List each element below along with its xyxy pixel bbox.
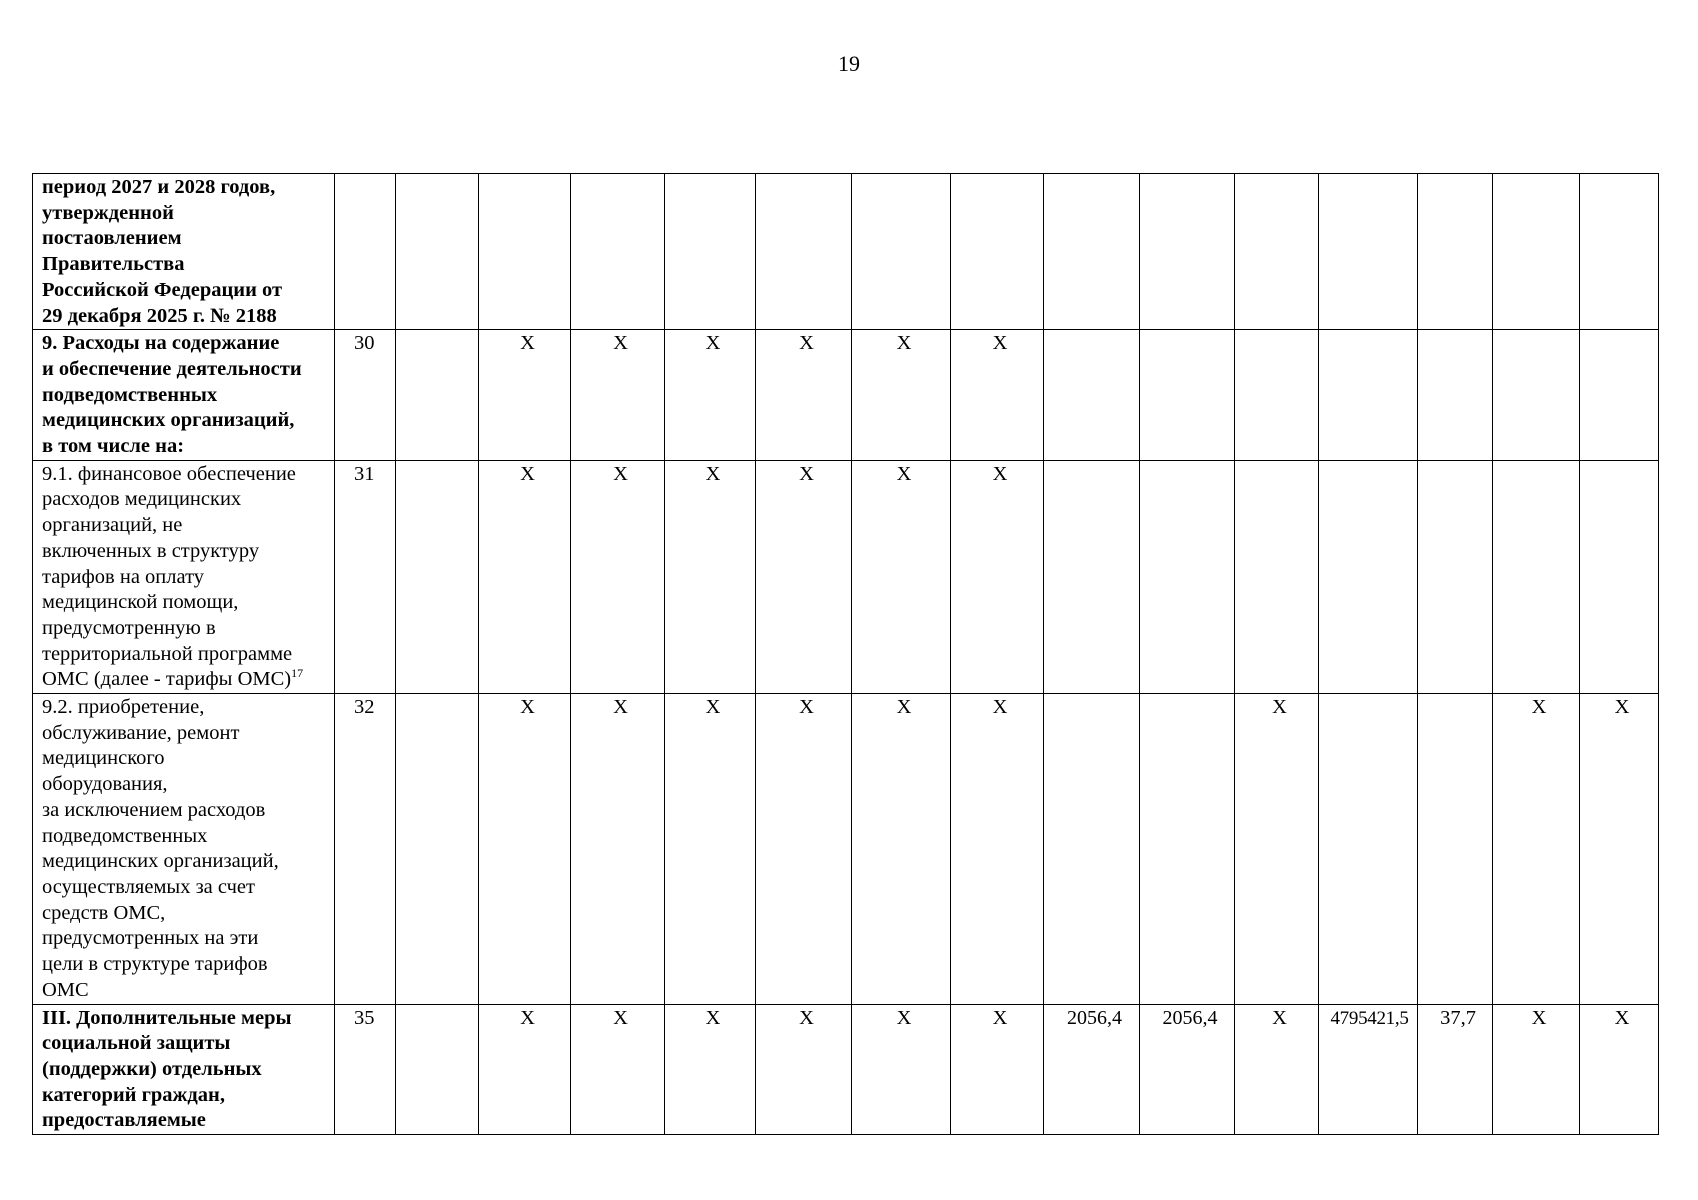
row-name-line: расходов медицинских (42, 488, 242, 511)
table-cell (1493, 460, 1580, 693)
table-cell: X (756, 460, 852, 693)
table-cell (1140, 460, 1235, 693)
row-name-line: цели в структуре тарифов (42, 953, 268, 976)
row-name-line: и обеспечение деятельности (42, 357, 302, 380)
table-cell: X (852, 330, 951, 461)
table-cell: 2056,4 (1044, 1004, 1140, 1135)
table-cell: X (571, 694, 665, 1004)
table-cell: X (1580, 1004, 1659, 1135)
table-cell (1235, 460, 1319, 693)
table-row (33, 1004, 1659, 1135)
row-name-line: постаовлением (42, 227, 182, 250)
table-cell: X (665, 1004, 756, 1135)
row-name-line: в том числе на: (42, 435, 185, 458)
row-name-line: 9. Расходы на содержание (42, 332, 280, 355)
row-name-cell (33, 330, 335, 461)
table-row (33, 460, 1659, 693)
table-row (33, 694, 1659, 1004)
row-name-line: территориальной программе (42, 642, 293, 665)
row-name-line: Правительства (42, 253, 185, 276)
row-name-line: организаций, не (42, 514, 183, 537)
table-cell: X (479, 694, 571, 1004)
row-code-cell: 35 (335, 1004, 396, 1135)
table-cell: X (756, 1004, 852, 1135)
table-cell: X (951, 460, 1044, 693)
table-cell: X (1580, 694, 1659, 1004)
row-code-cell: 31 (335, 460, 396, 693)
row-name-line: Российской Федерации от (42, 278, 283, 301)
row-name-line: предоставляемые (42, 1109, 206, 1132)
table-cell: X (756, 694, 852, 1004)
row-code-cell (335, 174, 396, 330)
row-name-line: предусмотренных на эти (42, 927, 259, 950)
table-cell (1418, 174, 1493, 330)
table-cell: X (1493, 1004, 1580, 1135)
row-name-line: период 2027 и 2028 годов, (42, 176, 276, 198)
table-cell: X (951, 694, 1044, 1004)
row-name-line: подведомственных (42, 383, 218, 406)
table-cell: X (1235, 1004, 1319, 1135)
row-name-line: предусмотренную в (42, 616, 216, 639)
row-code-cell: 30 (335, 330, 396, 461)
table-cell: X (1493, 694, 1580, 1004)
row-name-line: 9.2. приобретение, (42, 696, 205, 719)
row-name-line: медицинского (42, 747, 165, 770)
row-name-line: обслуживание, ремонт (42, 721, 240, 744)
table-cell (1235, 174, 1319, 330)
table-cell: X (665, 330, 756, 461)
table-cell (1319, 330, 1418, 461)
row-name-line: ОМС (42, 978, 89, 1001)
footnote-marker: 17 (291, 666, 304, 681)
table-cell (756, 174, 852, 330)
row-name-line: социальной защиты (42, 1032, 231, 1055)
table-cell (1140, 174, 1235, 330)
table-cell: X (852, 1004, 951, 1135)
table-row (33, 330, 1659, 461)
table-cell: X (571, 460, 665, 693)
table-cell (665, 174, 756, 330)
row-name-line: ОМС (далее - тарифы ОМС) (42, 668, 292, 691)
row-name-cell (33, 174, 335, 330)
table-cell (396, 330, 479, 461)
table-cell: X (479, 330, 571, 461)
row-name-line: 9.1. финансовое обеспечение (42, 462, 296, 485)
page-number: 19 (838, 51, 860, 76)
table-cell: 37,7 (1418, 1004, 1493, 1135)
table-cell (396, 174, 479, 330)
row-name-cell (33, 460, 335, 693)
row-name-line: медицинских организаций, (42, 409, 295, 432)
row-name-line: включенных в структуру (42, 539, 260, 562)
table-row (33, 174, 1659, 330)
table-cell (571, 174, 665, 330)
row-name-line: оборудования, (42, 773, 168, 796)
row-name-line: утвержденной (42, 201, 174, 224)
table-cell: X (479, 460, 571, 693)
table-cell (1418, 694, 1493, 1004)
row-code-cell: 32 (335, 694, 396, 1004)
table-cell: X (665, 694, 756, 1004)
table-cell (1580, 460, 1659, 693)
row-name-line: подведомственных (42, 824, 208, 847)
table-cell (396, 1004, 479, 1135)
row-name-line: III. Дополнительные меры (42, 1006, 292, 1029)
row-name-cell (33, 1004, 335, 1135)
table-cell (1493, 330, 1580, 461)
table-cell (396, 694, 479, 1004)
table-cell (1044, 694, 1140, 1004)
table-cell (1319, 694, 1418, 1004)
table-cell: X (479, 1004, 571, 1135)
row-name-line: осуществляемых за счет (42, 875, 255, 898)
row-name-line: категорий граждан, (42, 1083, 225, 1106)
table-cell: X (756, 330, 852, 461)
table-cell (1319, 174, 1418, 330)
table-cell (479, 174, 571, 330)
table-cell: 2056,4 (1140, 1004, 1235, 1135)
table-cell: X (571, 1004, 665, 1135)
table-cell (1044, 330, 1140, 461)
table-cell (1493, 174, 1580, 330)
row-name-line: за исключением расходов (42, 798, 266, 821)
table-cell (1140, 330, 1235, 461)
row-name-line: медицинской помощи, (42, 591, 239, 614)
row-name-line: медицинских организаций, (42, 850, 279, 873)
table-cell: X (1235, 694, 1319, 1004)
table-cell: X (852, 694, 951, 1004)
table-cell (1044, 460, 1140, 693)
table-cell (396, 460, 479, 693)
table-cell: 4795421,5 (1319, 1004, 1418, 1135)
data-table (32, 173, 1659, 1135)
table-cell (1140, 694, 1235, 1004)
table-cell: X (665, 460, 756, 693)
table-cell (951, 174, 1044, 330)
table-cell (1418, 460, 1493, 693)
table-cell: X (951, 1004, 1044, 1135)
table-cell: X (852, 460, 951, 693)
table-cell: X (951, 330, 1044, 461)
table-cell (1580, 174, 1659, 330)
table-cell: X (571, 330, 665, 461)
table-cell (1319, 460, 1418, 693)
table-cell (1418, 330, 1493, 461)
row-name-cell (33, 694, 335, 1004)
table-cell (1044, 174, 1140, 330)
table-cell (852, 174, 951, 330)
row-name-line: 29 декабря 2025 г. № 2188 (42, 304, 277, 327)
row-name-line: средств ОМС, (42, 901, 166, 924)
table-cell (1235, 330, 1319, 461)
row-name-line: тарифов на оплату (42, 565, 205, 588)
row-name-line: (поддержки) отдельных (42, 1057, 262, 1080)
table-cell (1580, 330, 1659, 461)
